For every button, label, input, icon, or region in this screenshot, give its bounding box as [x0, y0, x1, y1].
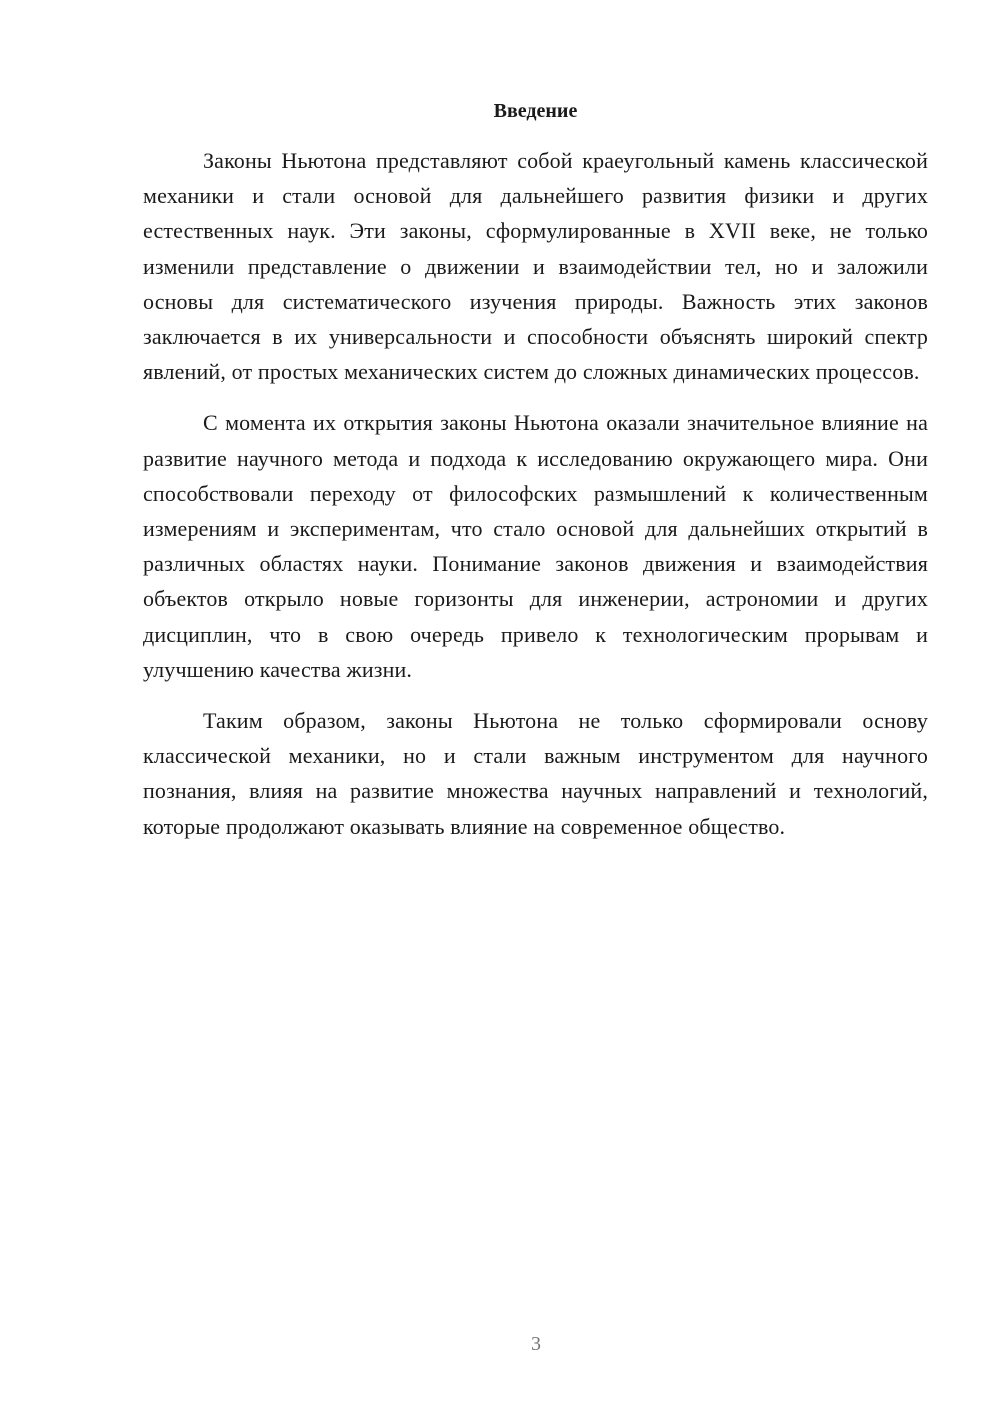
section-heading: Введение [493, 100, 578, 122]
page-number: 3 [531, 1333, 541, 1355]
paragraph-3: Таким образом, законы Ньютона не только сформировали основу классической механики, но и стали важным инструментом для научного познания, влияя на развитие множества научных направлений и технологий, которые продолжают оказывать влияние на современное общество. [143, 708, 928, 839]
paragraph-2: С момента их открытия законы Ньютона оказали значительное влияние на развитие научного метода и подхода к исследованию окружающего мира. Они способствовали переходу от философских размышлений к количественным измерениям и экспериментам, что стало основой для дальнейших открытий в различных областях науки. Понимание законов движения и взаимодействия объектов открыло новые горизонты для инженерии, астрономии и других дисциплин, что в свою очередь привело к технологическим прорывам и улучшению качества жизни. [143, 410, 928, 682]
paragraph-1: Законы Ньютона представляют собой краеугольный камень классической механики и стали основой для дальнейшего развития физики и других естественных наук. Эти законы, сформулированные в XVII веке, не только изменили представление о движении и взаимодействии тел, но и заложили основы для систематического изучения природы. Важность этих законов заключается в их универсальности и способности объяснять широкий спектр явлений, от простых механических систем до сложных динамических процессов. [143, 148, 928, 385]
page-content [143, 94, 928, 860]
